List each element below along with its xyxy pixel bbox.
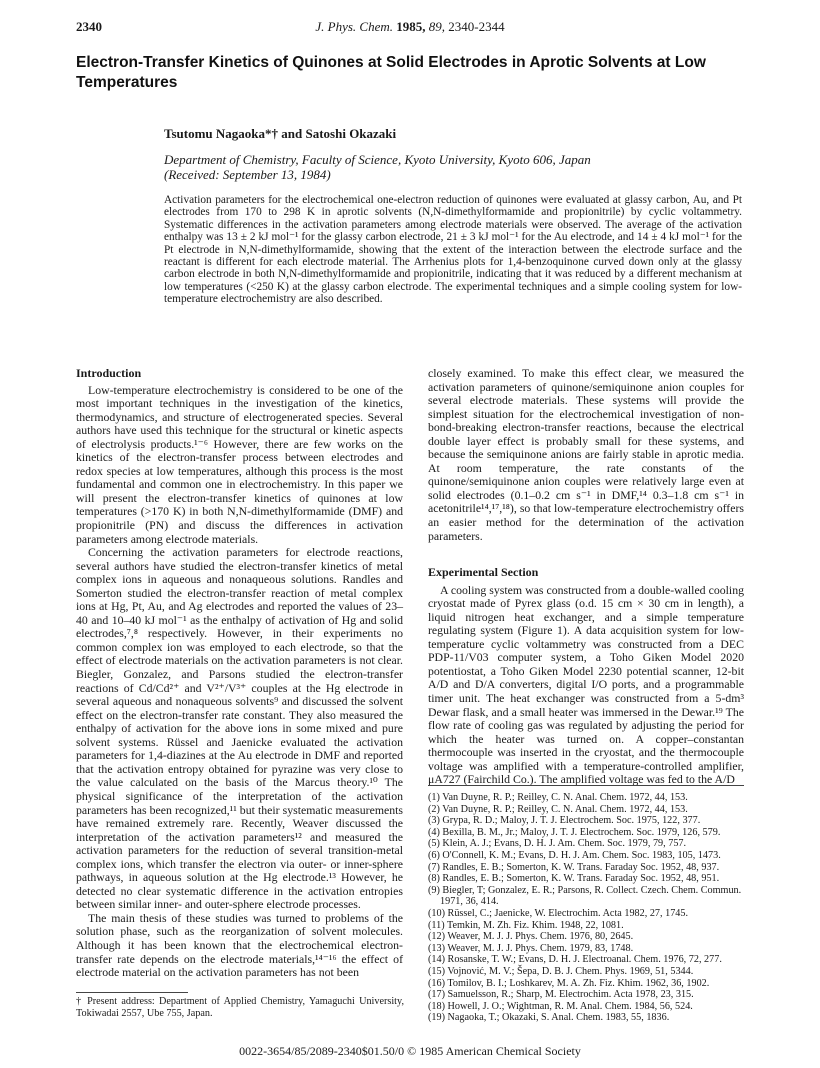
reference-item: (3) Grypa, R. D.; Maloy, J. T. J. Electrochem. Soc. 1975, 122, 377. [428, 815, 701, 827]
page-footer: 0022-3654/85/2089-2340$01.50/0 © 1985 American Chemical Society [239, 1044, 581, 1058]
journal-year: 1985, [396, 19, 426, 34]
journal-pages: 2340-2344 [448, 19, 505, 34]
reference-item: (9) Biegler, T; Gonzalez, E. R.; Parsons, R. Collect. Czech. Chem. Commun. 1971, 36, 414. [428, 884, 742, 908]
references-divider [428, 785, 744, 786]
paragraph: The main thesis of these studies was turned to problems of the solution phase, such as the reorganization of solvent molecules. Although it has been known that the electrochemical electron-transfer rate depends on the electrode materials,¹⁴⁻¹⁶ the effect of electrode material on the activation parameters has not been [76, 910, 403, 980]
section-heading-introduction: Introduction [76, 366, 142, 380]
reference-item: (11) Temkin, M. Zh. Fiz. Khim. 1948, 22, 1081. [428, 919, 624, 931]
reference-item: (7) Randles, E. B.; Somerton, K. W. Trans. Faraday Soc. 1952, 48, 937. [428, 861, 720, 873]
journal-name: J. Phys. Chem. [315, 19, 394, 34]
footnote: † Present address: Department of Applied Chemistry, Yamaguchi University, Tokiwadai 2557, Ube 755, Japan. [76, 996, 404, 1019]
reference-item: (12) Weaver, M. J. J. Phys. Chem. 1976, 80, 2645. [428, 931, 634, 943]
reference-item: (6) O'Connell, K. M.; Evans, D. H. J. Am. Chem. Soc. 1983, 105, 1473. [428, 849, 721, 861]
right-column [428, 367, 744, 787]
paragraph: A cooling system was constructed from a double-walled cooling cryostat made of Pyrex glass (o.d. 15 cm × 30 cm in length), a liquid nitrogen heat exchanger, and a simple temperature regulating system (Figure 1). A data acquisition system for low-temperature cyclic voltammetry was constructed from a DEC PDP-11/V03 computer system, a Toho Giken Model 2020 potentiostat, a Toho Giken Model 2230 potential scanner, 12-bit A/D and D/A converters, digital I/O ports, and a programmable timer unit. The heat exchanger was constructed from a 5-dm³ Dewar flask, and a small heater was immersed in the Dewar.¹⁹ The flow rate of cooling gas was regulated by adjusting the period for which the heater was turned on. A copper–constantan thermocouple was inserted in the cryostat, and the thermocouple voltage was amplified with a temperature-controlled amplifier, μA727 (Fairchild Co.). The amplified voltage was fed to the A/D [428, 582, 744, 787]
reference-item: (1) Van Duyne, R. P.; Reilley, C. N. Anal. Chem. 1972, 44, 153. [428, 792, 688, 803]
paragraph: Concerning the activation parameters for electrode reactions, several authors have studied the electron-transfer kinetics of metal complex ions in aqueous and nonaqueous solutions. Randles and Somerton studied the electron-transfer reaction of metal complex ions at Hg, Pt, Au, and Ag electrodes and reported the values of 23–40 and 10–40 kJ mol⁻¹ as the enthalpy of activation of Hg and solid electrodes,⁷,⁸ respectively. However, in their experiments no common complex ion was employed to each electrode, so that the effect of electrode materials on the activation parameters is not clear. Biegler, Gonzalez, and Parsons studied the electron-transfer reactions of Cd/Cd²⁺ and V²⁺/V³⁺ couples at the Hg electrode in several aqueous and nonaqueous solvents⁹ and discussed the solvent effect on the electron-transfer rate constant. They also measured the enthalpy of activation for the above ions in some mixed and pure solvent systems. Rüssel and Jaenicke evaluated the activation parameters for 1,4-diazines at the Au electrode in DMF and reported that the activation entropy obtained for pyrazine was very close to the value calculated on the basis of the Marcus theory.¹⁰ The physical significance of the interpretation of the activation parameters has been recognized,¹¹ but their systematic measurements have remained extremely rare. Recently, Weaver discussed the interpretation of the activation parameters¹² and measured the activation parameters for the reduction of several transition-metal complex ions, which transfer the electron via outer- or inner-sphere pathways, in aqueous solution at the Hg electrode.¹³ However, he detected no clear systematic difference in the activation entropies between similar inner- and outer-sphere electrode processes. [76, 545, 403, 912]
reference-item: (10) Rüssel, C.; Jaenicke, W. Electrochim. Acta 1982, 27, 1745. [428, 907, 689, 919]
journal-volume: 89, [428, 19, 446, 34]
reference-item: (17) Samuelsson, R.; Sharp, M. Electrochim. Acta 1978, 23, 315. [428, 989, 694, 1001]
received-date: (Received: September 13, 1984) [164, 167, 331, 182]
journal-citation [76, 19, 744, 35]
affiliation [164, 152, 591, 182]
paragraph: Low-temperature electrochemistry is considered to be one of the most important techniques in the investigation of the kinetics, thermodynamics, and structure of electrogenerated species. Several authors have used this technique for the structural or kinetic aspects of electrolysis products.¹⁻⁶ However, there are few works on the kinetics of the electron-transfer process between electrodes and redox species at low temperatures, although this process is the most fundamental and common one in electrochemistry. In this paper we will present the electron-transfer kinetics of quinones at low temperatures (>170 K) in both N,N-dimethylformamide (DMF) and propionitrile (PN) and discuss the differences in activation parameters among electrode materials. [76, 382, 403, 546]
article-title: Electron-Transfer Kinetics of Quinones at Solid Electrodes in Aprotic Solvents at Low Temperatures [76, 54, 706, 91]
running-header [76, 19, 744, 39]
reference-item: (4) Bexilla, B. M., Jr.; Maloy, J. T. J. Electrochem. Soc. 1979, 126, 579. [428, 826, 721, 838]
reference-item: (19) Nagaoka, T.; Okazaki, S. Anal. Chem. 1983, 55, 1836. [428, 1012, 670, 1024]
paragraph: closely examined. To make this effect clear, we measured the activation parameters of quinone/semiquinone anion couples for several electrode materials. These systems will provide the simplest situation for the electrochemical investigation of non-bond-breaking electron-transfer reactions, because the electrical double layer effect is probably small for these systems, and because the semiquinone anions are fairly stable in aprotic media. At room temperature, the rate constants of the quinone/semiquinone anion couples were relatively large even at solid electrodes (0.1–0.2 cm s⁻¹ in DMF,¹⁴ 0.3–1.8 cm s⁻¹ in acetonitrile¹⁴,¹⁷,¹⁸), so that low-temperature electrochemistry offers an easier method for the determination of the activation parameters. [428, 366, 744, 543]
reference-item: (13) Weaver, M. J. J. Phys. Chem. 1979, 83, 1748. [428, 942, 634, 954]
reference-item: (14) Rosanske, T. W.; Evans, D. H. J. Electroanal. Chem. 1976, 72, 277. [428, 954, 722, 966]
affiliation-address: Department of Chemistry, Faculty of Science, Kyoto University, Kyoto 606, Japan [164, 152, 591, 167]
author-list: Tsutomu Nagaoka*† and Satoshi Okazaki [164, 126, 397, 141]
abstract: Activation parameters for the electrochemical one-electron reduction of quinones were evaluated at glassy carbon, Au, and Pt electrodes from 170 to 298 K in aprotic solvents (N,N-dimethylformamide and propionitrile) by cyclic voltammetry. Systematic differences in the activation parameters among electrode materials were observed. The average of the activation enthalpy was 13 ± 2 kJ mol⁻¹ for the glassy carbon electrode, 21 ± 3 kJ mol⁻¹ for the Au electrode, and 14 ± 4 kJ mol⁻¹ for the Pt electrode in N,N-dimethylformamide, showing that the extent of the interaction between the electrode surface and the reactant is different for each electrode material. The Arrhenius plots for 1,4-benzoquinone curved down only at the glassy carbon electrode in both N,N-dimethylformamide and propionitrile, indicating that it was reduced by a different mechanism at low temperatures (<250 K) at the glassy carbon electrode. The experimental techniques and a simple cooling system for low-temperature electrochemistry are also described. [164, 194, 742, 306]
reference-item: (8) Randles, E. B.; Somerton, K. W. Trans. Faraday Soc. 1952, 48, 951. [428, 873, 720, 885]
reference-item: (2) Van Duyne, R. P.; Reilley, C. N. Anal. Chem. 1972, 44, 153. [428, 803, 688, 815]
reference-item: (15) Vojnović, M. V.; Šepa, D. B. J. Chem. Phys. 1969, 51, 5344. [428, 965, 694, 977]
reference-item: (18) Howell, J. O.; Wightman, R. M. Anal. Chem. 1984, 56, 524. [428, 1000, 693, 1012]
reference-list [428, 792, 744, 1024]
left-column [76, 367, 403, 980]
section-heading-experimental: Experimental Section [428, 565, 539, 580]
page-number: 2340 [76, 19, 102, 34]
reference-item: (16) Tomilov, B. I.; Loshkarev, M. A. Zh. Fiz. Khim. 1962, 36, 1902. [428, 977, 710, 989]
reference-item: (5) Klein, A. J.; Evans, D. H. J. Am. Chem. Soc. 1979, 79, 757. [428, 838, 687, 850]
footnote-divider [76, 992, 188, 993]
